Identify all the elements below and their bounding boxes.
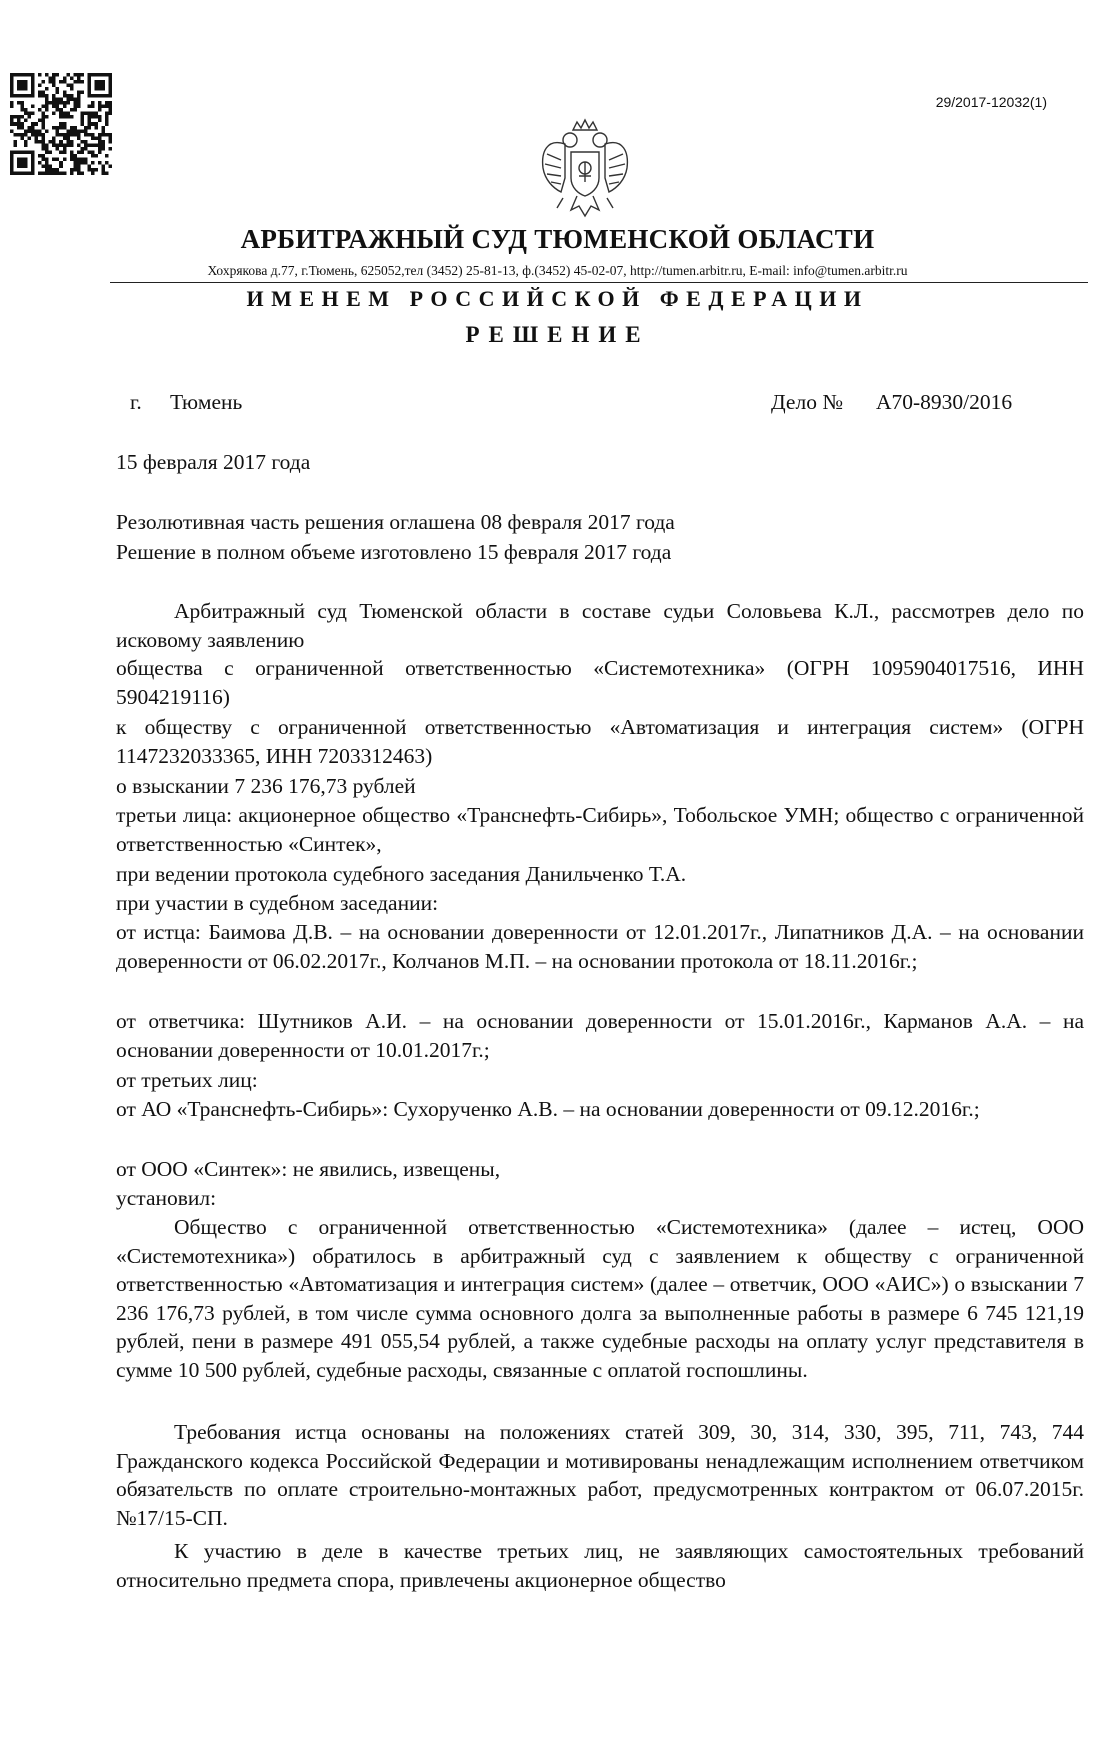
plaintiff-representatives: от истца: Баимова Д.В. – на основании доверенности от 12.01.2017г., Липатников Д.А. – на основании доверенности от 06.02.2017г., Колчанов М.П. – на основании протокола от 18.11.2016г.; [116, 920, 1084, 973]
decision-date: 15 февраля 2017 года [116, 450, 311, 474]
city-prefix: г. [130, 390, 142, 414]
city-name: Тюмень [170, 390, 243, 414]
ooo-representative: от ООО «Синтек»: не явились, извещены, [116, 1157, 501, 1181]
intro-paragraph: Арбитражный суд Тюменской области в составе судьи Соловьева К.Л., рассмотрев дело по исковому заявлению [116, 599, 1084, 652]
case-label: Дело № [771, 390, 843, 414]
case-number: А70-8930/2016 [876, 390, 1013, 414]
grounds-paragraph: Требования истца основаны на положениях статей 309, 30, 314, 330, 395, 711, 743, 744 Гражданского кодекса Российской Федерации и мотивированы ненадлежащим исполнением ответчиком обязательств по оплате строительно-монтажных работ, предусмотренных контрактом от 06.07.2015г. №17/15-СП. [116, 1420, 1084, 1530]
court-title: АРБИТРАЖНЫЙ СУД ТЮМЕНСКОЙ ОБЛАСТИ [240, 224, 875, 254]
claim-line: о взыскании 7 236 176,73 рублей [116, 774, 416, 798]
established-label: установил: [116, 1186, 217, 1210]
ao-representative: от АО «Транснефть-Сибирь»: Сухорученко А.В. – на основании доверенности от 09.12.2016г.; [116, 1097, 980, 1121]
third-parties-involvement-paragraph: К участию в деле в качестве третьих лиц, не заявляющих самостоятельных требований относительно предмета спора, привлечены акционерное общество [116, 1539, 1084, 1592]
header-divider [110, 282, 1088, 283]
third-parties-label: от третьих лиц: [116, 1068, 258, 1092]
third-parties-paragraph: третьи лица: акционерное общество «Транснефть-Сибирь», Тобольское УМН; общество с ограниченной ответственностью «Синтек», [116, 803, 1084, 856]
participants-line: при участии в судебном заседании: [116, 891, 439, 915]
document-code: 29/2017-12032(1) [935, 94, 1047, 110]
defendant-paragraph: к обществу с ограниченной ответственностью «Автоматизация и интеграция систем» (ОГРН 1147232033365, ИНН 7203312463) [116, 715, 1084, 768]
court-address: Хохрякова д.77, г.Тюмень, 625052,тел (3452) 25-81-13, ф.(3452) 45-02-07, http://tumen.arbitr.ru, E-mail: info@tumen.arbitr.ru [207, 263, 908, 278]
qr-code [10, 73, 112, 175]
in-the-name-heading: ИМЕНЕМ РОССИЙСКОЙ ФЕДЕРАЦИИ [246, 286, 869, 311]
operative-part-date: Резолютивная часть решения оглашена 08 февраля 2017 года [116, 510, 675, 534]
claim-paragraph: Общество с ограниченной ответственностью «Системотехника» (далее – истец, ООО «Системотехника») обратилось в арбитражный суд с заявлением к обществу с ограниченной ответственностью «Автоматизация и интеграция систем» (далее – ответчик, ООО «АИС») о взыскании 7 236 176,73 рублей, в том числе сумма основного долга за выполненные работы в размере 6 745 121,19 рублей, пени в размере 491 055,54 рублей, а также судебные расходы на оплату услуг представителя в сумме 10 500 рублей, судебные расходы, связанные с оплатой госпошлины. [116, 1215, 1084, 1382]
defendant-representatives: от ответчика: Шутников А.И. – на основании доверенности от 15.01.2016г., Карманов А.А. – на основании доверенности от 10.01.2017г.; [116, 1009, 1084, 1062]
document-type-heading: РЕШЕНИЕ [465, 322, 650, 347]
coat-of-arms-icon [535, 118, 635, 224]
plaintiff-paragraph: общества с ограниченной ответственностью «Системотехника» (ОГРН 1095904017516, ИНН 5904219116) [116, 656, 1084, 709]
protocol-line: при ведении протокола судебного заседания Данильченко Т.А. [116, 862, 687, 886]
full-text-date: Решение в полном объеме изготовлено 15 февраля 2017 года [116, 540, 672, 564]
